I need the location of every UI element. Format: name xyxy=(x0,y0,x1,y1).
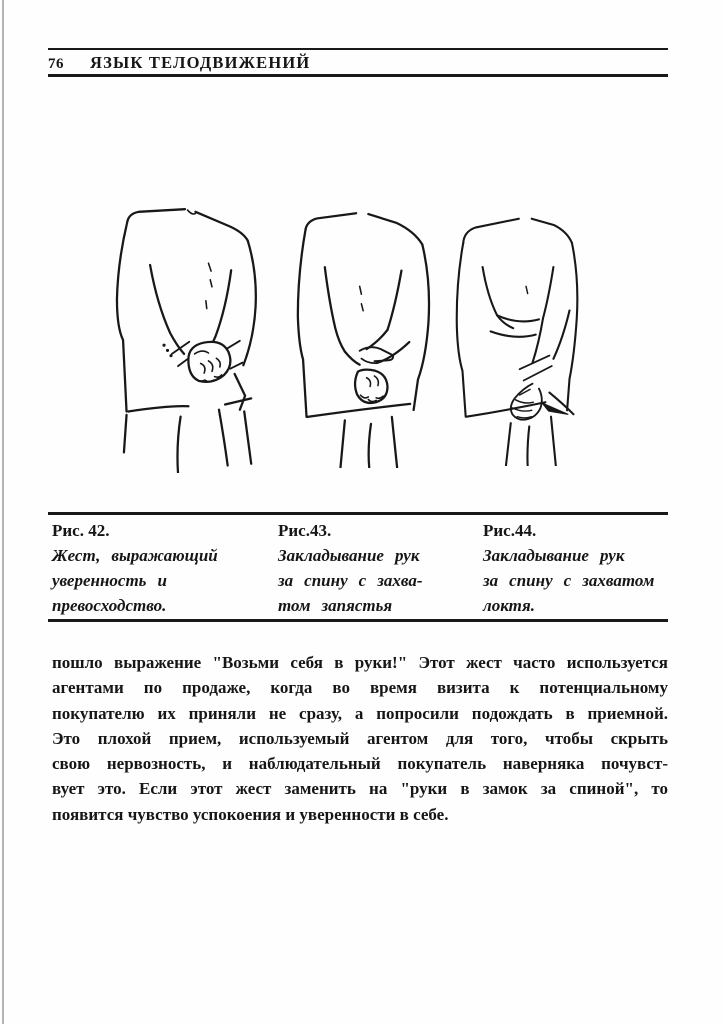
caption-figure-42 xyxy=(52,518,242,618)
caption-figure-44 xyxy=(483,518,668,618)
caption-line: за спину с захватом xyxy=(483,571,655,590)
header-rule-top xyxy=(48,48,668,50)
caption-title: Рис.43. xyxy=(278,521,332,540)
body-line: вует это. Если этот жест заменить на "руки в замок за спиной", то xyxy=(52,779,668,799)
caption-rule-top xyxy=(48,512,668,515)
figure-43-illustration xyxy=(290,190,438,468)
body-line: агентами по продаже, когда во время визита к потенциальному xyxy=(52,678,668,698)
body-line: пошло выражение "Возьми себя в руки!" Этот жест часто используется xyxy=(52,653,668,672)
caption-line: том запястья xyxy=(278,596,393,615)
caption-line: локтя. xyxy=(483,596,536,615)
figure-42-illustration xyxy=(103,186,273,473)
caption-line: уверенность и xyxy=(52,571,167,590)
caption-line: Закладывание рук xyxy=(278,546,420,565)
body-line: покупателю их приняли не сразу, а попросили подождать в приемной. xyxy=(52,703,668,723)
caption-rule-bottom xyxy=(48,619,668,622)
figure-44-illustration xyxy=(452,196,617,466)
caption-figure-43 xyxy=(278,518,458,618)
page-header xyxy=(48,53,668,73)
caption-line: за спину с захва- xyxy=(278,571,423,590)
running-title: ЯЗЫК ТЕЛОДВИЖЕНИЙ xyxy=(90,53,311,72)
body-text xyxy=(52,650,668,827)
caption-line: превосходство. xyxy=(52,596,167,615)
caption-title: Рис. 42. xyxy=(52,521,110,540)
caption-title: Рис.44. xyxy=(483,521,537,540)
body-line: появится чувство успокоения и уверенности в себе. xyxy=(52,804,449,824)
body-line: Это плохой прием, используемый агентом для того, чтобы скрыть xyxy=(52,728,668,748)
header-rule-bottom xyxy=(48,74,668,77)
body-line: свою нервозность, и наблюдательный покупатель наверняка почувст- xyxy=(52,754,668,774)
caption-line: Жест, выражающий xyxy=(52,546,218,565)
page-number: 76 xyxy=(48,56,64,72)
caption-line: Закладывание рук xyxy=(483,546,625,565)
page-left-edge-line xyxy=(2,0,4,1024)
